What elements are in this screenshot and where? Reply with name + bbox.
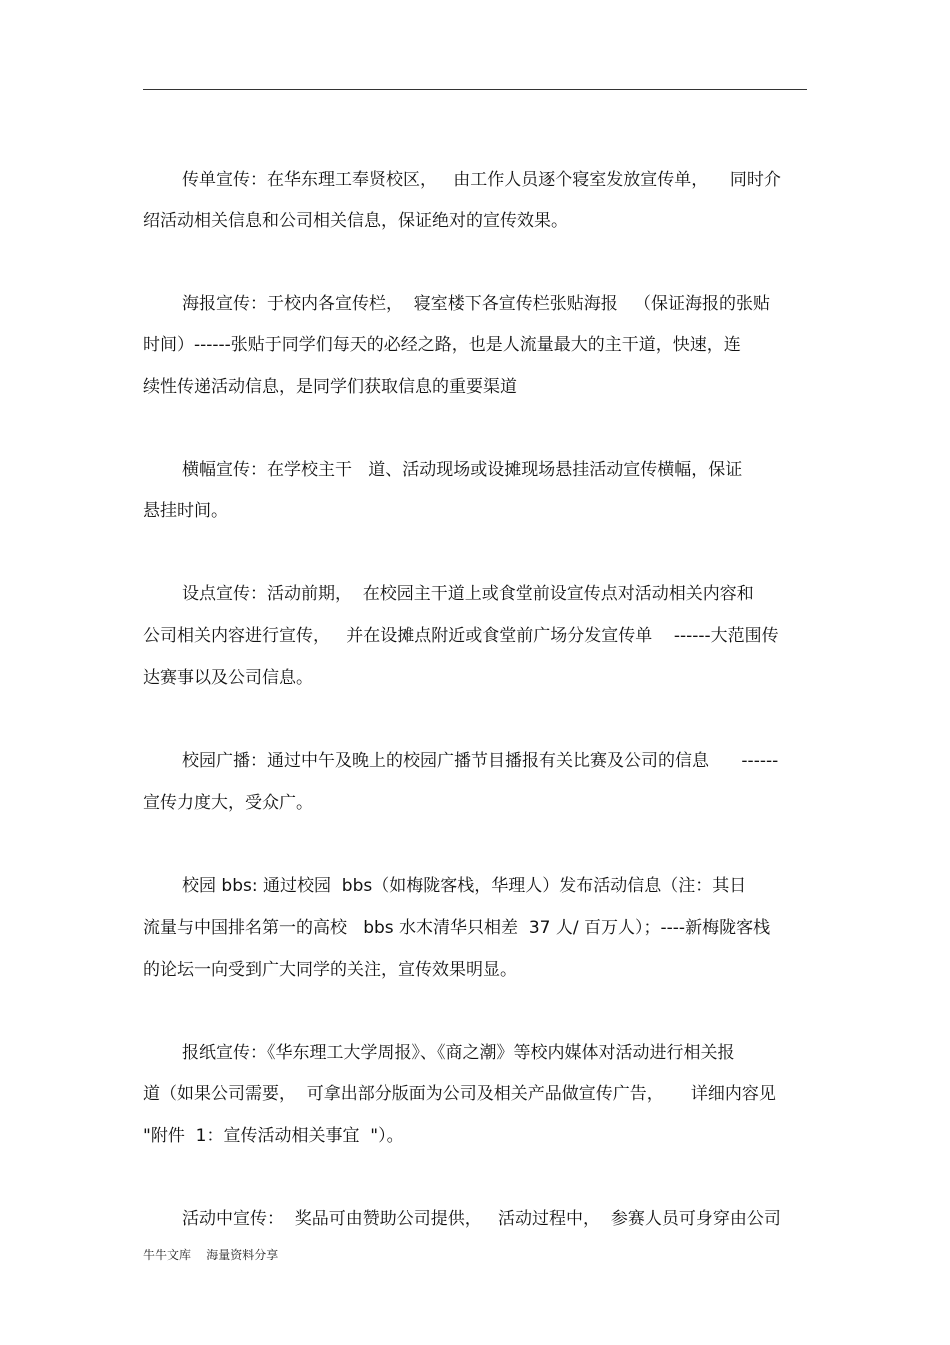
para-3-line-1: 横幅宣传：在学校主干 道、活动现场或设摊现场悬挂活动宣传横幅，保证	[182, 460, 743, 480]
para-1-line-2: 绍活动相关信息和公司相关信息，保证绝对的宣传效果。	[143, 211, 568, 231]
para-4-line-1: 设点宣传：活动前期， 在校园主干道上或食堂前设宣传点对活动相关内容和	[182, 584, 754, 604]
para-5-line-1: 校园广播：通过中午及晚上的校园广播节目播报有关比赛及公司的信息 ------	[182, 751, 779, 771]
para-3-line-2: 悬挂时间。	[143, 501, 228, 521]
para-2-line-2: 时间）------张贴于同学们每天的必经之路，也是人流量最大的主干道，快速，连	[143, 335, 741, 355]
para-5-line-2: 宣传力度大，受众广。	[143, 793, 313, 813]
para-7-line-1: 报纸宣传：《华东理工大学周报》、《商之潮》等校内媒体对活动进行相关报	[182, 1043, 735, 1063]
para-2-line-3: 续性传递活动信息，是同学们获取信息的重要渠道	[143, 377, 517, 397]
para-2-line-1: 海报宣传：于校内各宣传栏， 寝室楼下各宣传栏张贴海报 （保证海报的张贴	[182, 294, 771, 314]
para-7-line-3: "附件 1：宣传活动相关事宜 "）。	[143, 1126, 404, 1146]
para-6-line-3: 的论坛一向受到广大同学的关注，宣传效果明显。	[143, 960, 517, 980]
footer-watermark: 牛牛文库 海量资料分享	[143, 1248, 279, 1262]
para-6-line-2: 流量与中国排名第一的高校 bbs 水木清华只相差 37 人/ 百万人）；----新梅陇客栈	[143, 918, 771, 938]
header-rule	[143, 89, 807, 90]
para-8-line-1: 活动中宣传： 奖品可由赞助公司提供， 活动过程中， 参赛人员可身穿由公司	[182, 1209, 781, 1229]
para-4-line-2: 公司相关内容进行宣传， 并在设摊点附近或食堂前广场分发宣传单 ------大范围传	[143, 626, 779, 646]
para-4-line-3: 达赛事以及公司信息。	[143, 668, 313, 688]
para-1-line-1: 传单宣传：在华东理工奉贤校区， 由工作人员逐个寝室发放宣传单， 同时介	[182, 170, 781, 190]
para-7-line-2: 道（如果公司需要， 可拿出部分版面为公司及相关产品做宣传广告， 详细内容见	[143, 1084, 776, 1104]
para-6-line-1: 校园 bbs: 通过校园 bbs（如梅陇客栈，华理人）发布活动信息（注：其日	[182, 876, 747, 896]
